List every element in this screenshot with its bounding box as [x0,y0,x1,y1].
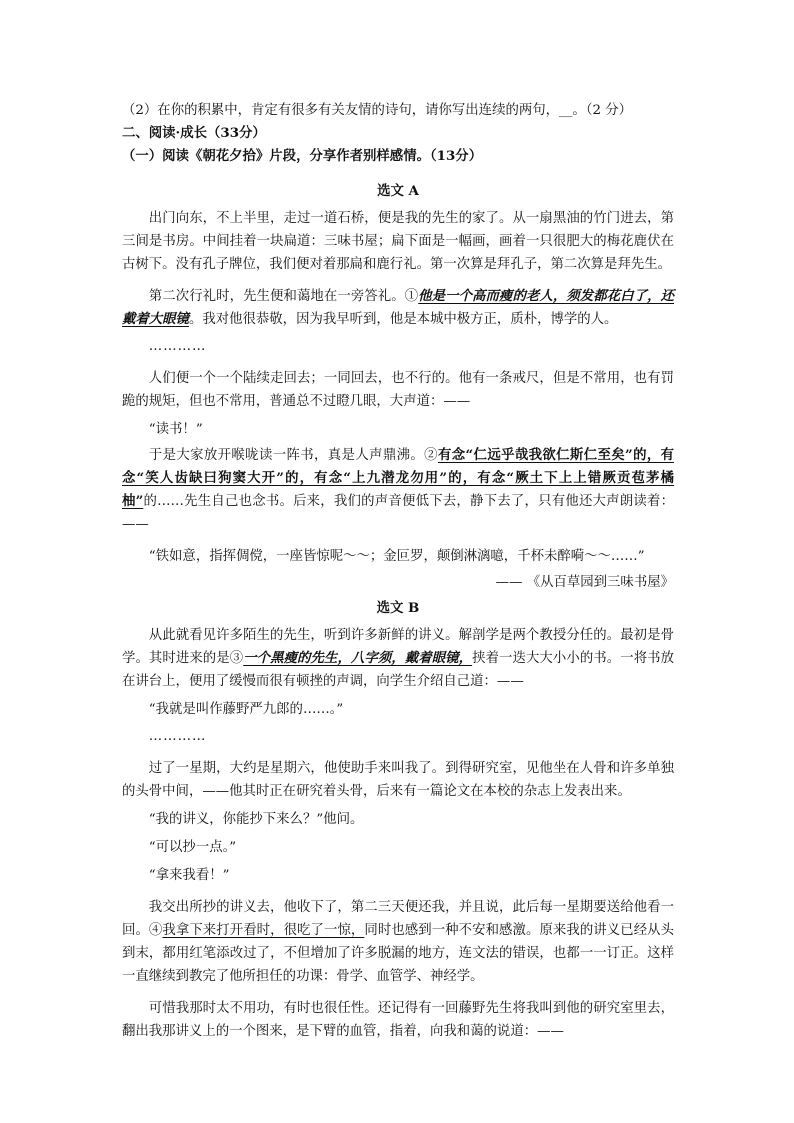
paragraph-text: 。我对他很恭敬，因为我早听到，他是本城中极方正，质朴，博学的人。 [188,312,618,327]
selection-b-title: 选文 B [376,600,420,616]
paragraph-text: 挟着一迭大大小小的书。一将书放在讲台上，便用了缓慢而很有顿挫的声调，向学生介绍自己道：—— [122,651,675,689]
underlined-sentence-1: 他是一个高而瘦的老人，须发都花白了，还戴着大眼镜 [122,288,674,327]
ellipsis-divider: ………… [148,339,207,354]
selection-a-paragraph-4 [122,444,674,536]
selection-b-quote-1: “我就是叫作藤野严九郎的……。” [148,702,344,717]
document-body [122,99,674,1043]
section-heading: 二、阅读·成长（33分） [122,125,266,141]
paragraph-text: 同时也感到一种不安和感激。原来我的讲义已经从头到末，都用红笔添改过了，不但增加了许多脱漏的地方，连文法的错误，也都一一订正。这样一直继续到教完了他所担任的功课：骨学、血管学、神经学。 [122,923,675,984]
paragraph-text: 第二次行礼时，先生便和蔼地在一旁答礼。① [148,289,419,304]
selection-a-paragraph-2 [122,285,674,331]
selection-b-quote-2: “我的讲义，你能抄下来么？”他问。 [148,812,364,827]
selection-a-paragraph-3: 人们便一个一个陆续走回去；一同回去，也不行的。他有一条戒尺，但是不常用，也有罚跪的规矩，但也不常用，普通总不过瞪几眼，大声道：—— [122,371,674,409]
selection-b-quote-4: “拿来我看！” [148,868,230,883]
underlined-sentence-4: 我拿下来打开看时，很吃了一惊， [162,923,365,938]
selection-b-quote-3: “可以抄一点。” [148,840,237,855]
selection-a-source: —— 《从百草园到三味书屋》 [495,575,674,590]
selection-b-paragraph-2: 过了一星期，大约是星期六，他使助手来叫我了。到得研究室，见他坐在人骨和许多单独的头骨中间，——他其时正在研究着头骨，后来有一篇论文在本校的杂志上发表出来。 [122,761,674,799]
underlined-sentence-2: 有念“仁远乎哉我欲仁斯仁至矣”的，有念“笑人齿缺曰狗窦大开”的，有念“上九潜龙勿用”的，有念“厥土下上上错厥贡苞茅橘柚” [122,447,675,509]
subsection-heading: （一）阅读《朝花夕拾》片段，分享作者别样感情。（13分） [122,148,483,164]
paragraph-text: 的……先生自己也念书。后来，我们的声音便低下去，静下去了，只有他还大声朗读着：—— [122,494,675,532]
selection-b-paragraph-4: 可惜我那时太不用功，有时也很任性。还记得有一回藤野先生将我叫到他的研究室里去，翻出我那讲义上的一个图来，是下臂的血管，指着，向我和蔼的说道：—— [122,1001,674,1039]
selection-a-paragraph-1: 出门向东，不上半里，走过一道石桥，便是我的先生的家了。从一扇黑油的竹门进去，第三间是书房。中间挂着一块扁道：三味书屋；扁下面是一幅画，画着一只很肥大的梅花鹿伏在古树下。没有孔子牌位，我们便对着那扁和鹿行礼。第一次算是拜孔子，第二次算是拜先生。 [122,211,674,272]
selection-a-title: 选文 A [377,183,419,199]
ellipsis-divider: ………… [148,729,207,744]
selection-b-paragraph-1 [122,624,674,693]
paragraph-text: 于是大家放开喉咙读一阵书，真是人声鼎沸。② [148,448,438,463]
underlined-sentence-3: 一个黑瘦的先生，八字须，戴着眼镜， [243,650,473,666]
question-2: （2）在你的积累中，肯定有很多有关友情的诗句，请你写出连续的两句，__。（2 分） [122,103,633,118]
paragraph-text: 我交出所抄的讲义去，他收下了，第二三天便还我，并且说，此后每一星期要送给他看一回。④ [122,900,674,938]
selection-a-quote-1: “读书！” [148,422,203,437]
selection-b-paragraph-3 [122,896,674,988]
paragraph-text: 从此就看见许多陌生的先生，听到许多新鲜的讲义。解剖学是两个教授分任的。最初是骨学。其时进来的是③ [122,628,674,666]
selection-a-quote-2: “铁如意，指挥倜傥，一座皆惊呢～～；金叵罗，颠倒淋漓噫，千杯未醉嗬～～……” [148,549,645,564]
